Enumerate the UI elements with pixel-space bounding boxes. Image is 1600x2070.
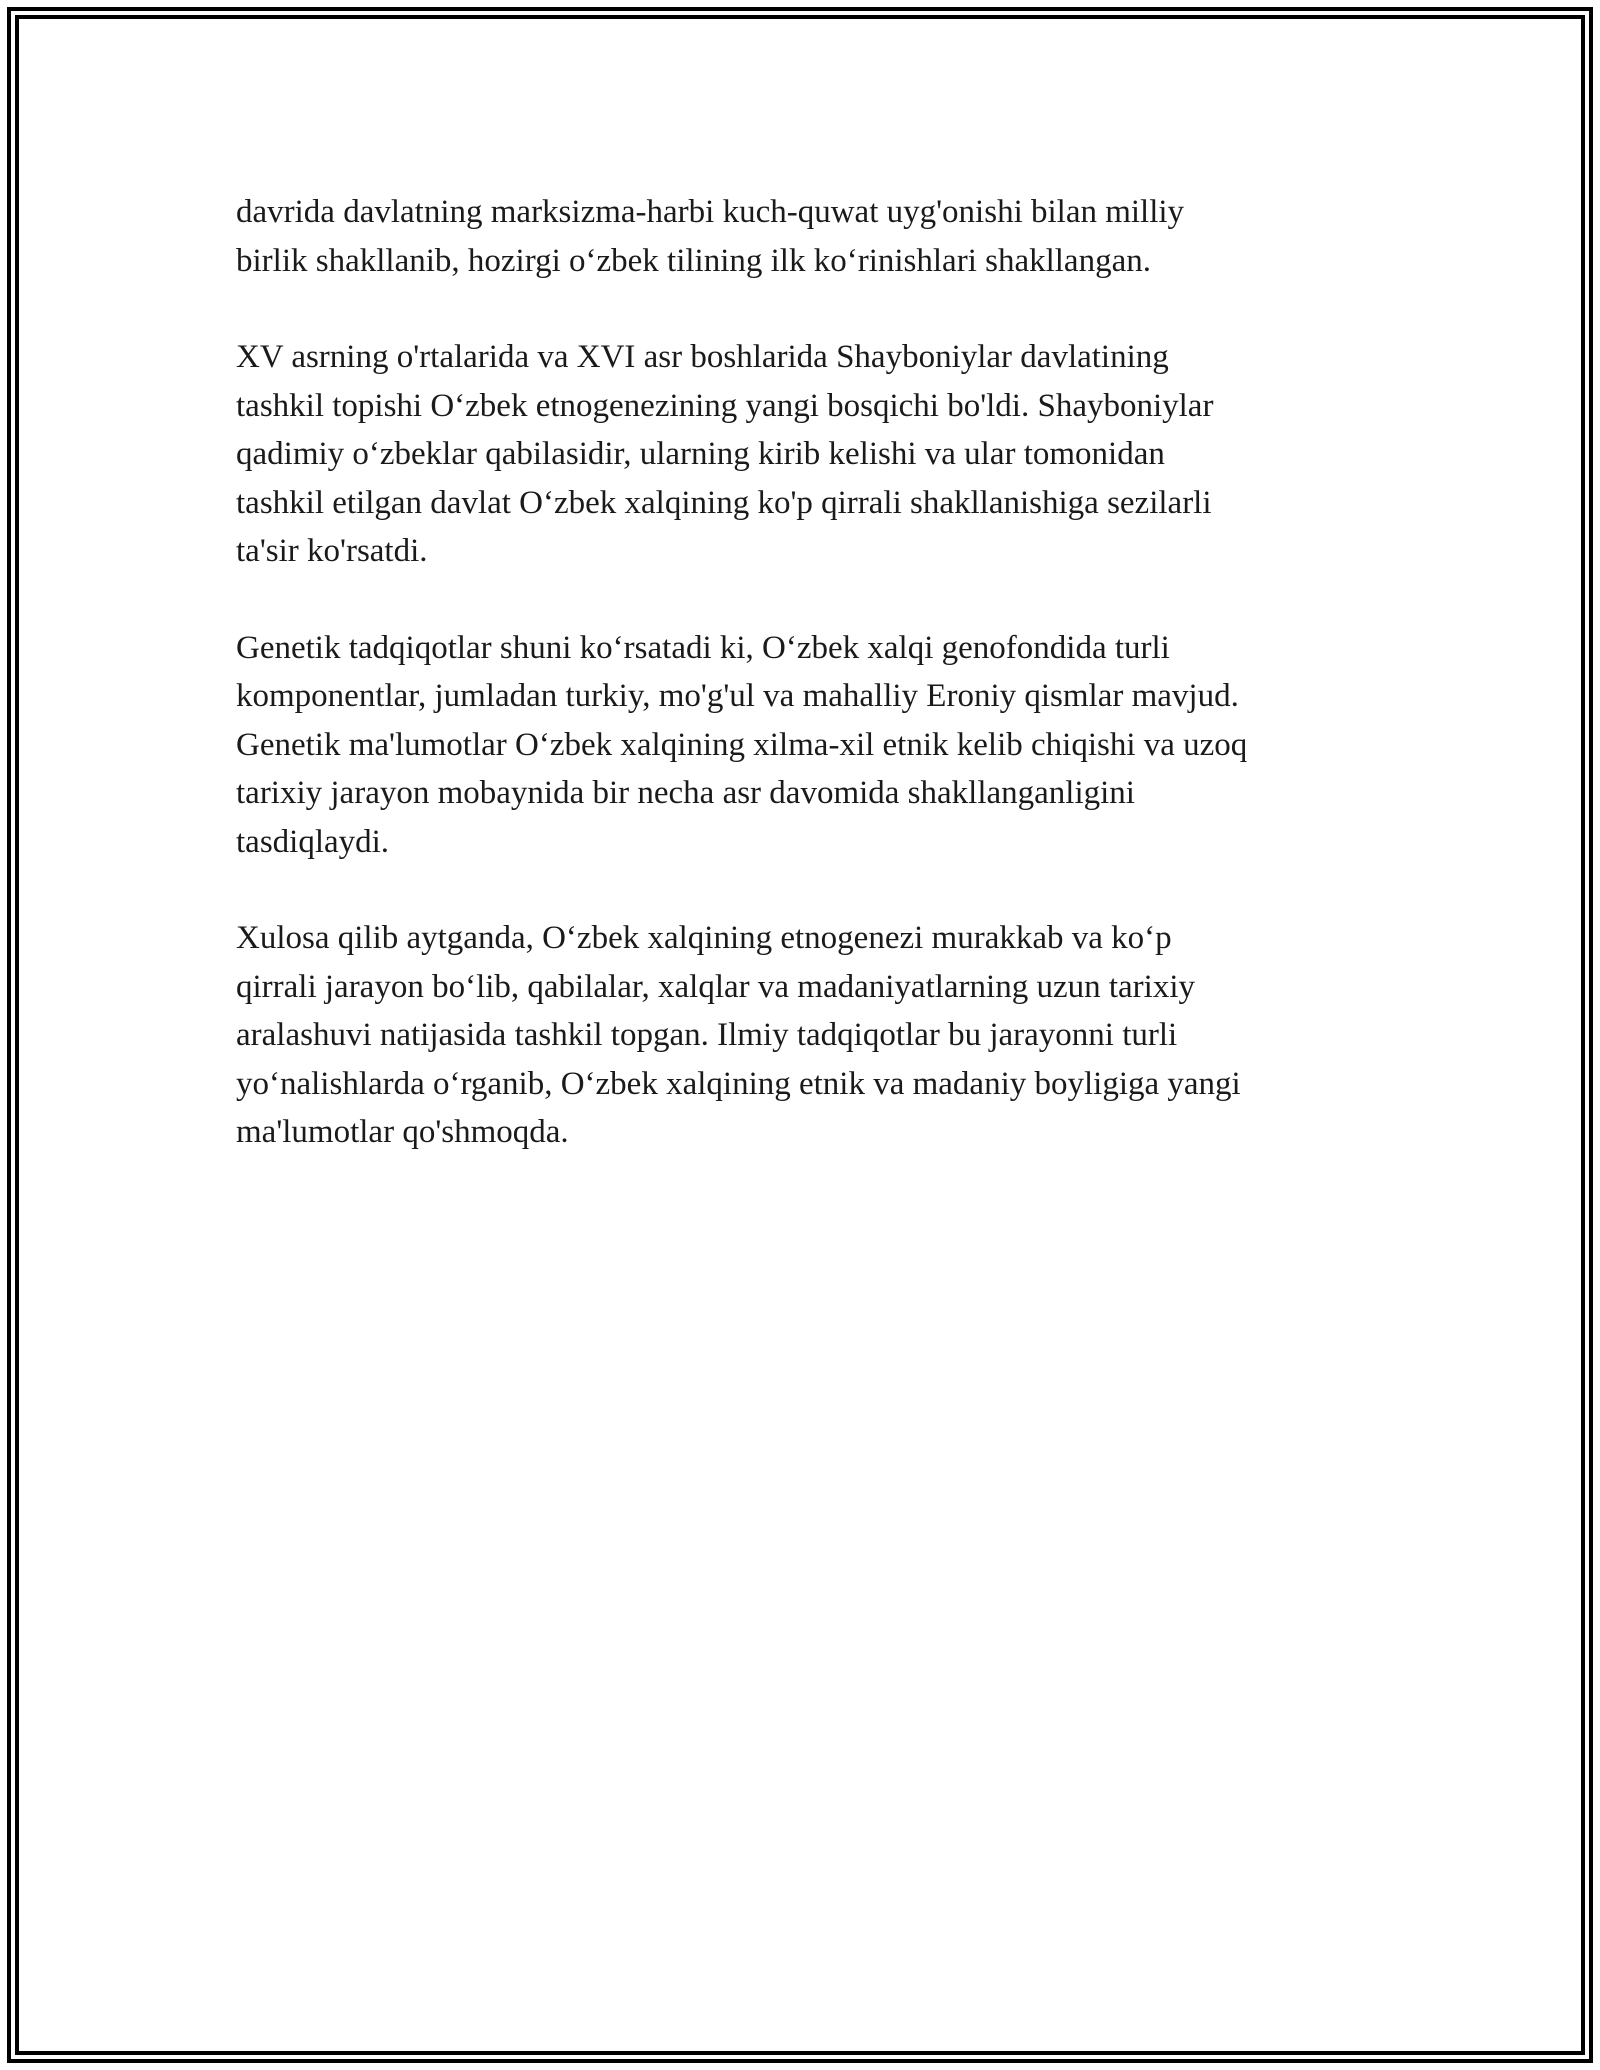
paragraph-1: davrida davlatning marksizma-harbi kuch-quwat uyg'onishi bilan milliy birlik shakllanib, hozirgi o‘zbek tilining ilk ko‘rinishlari shakllangan. — [236, 194, 1185, 279]
document-body — [236, 188, 1386, 1205]
paragraph-4: Xulosa qilib aytganda, O‘zbek xalqining etnogenezi murakkab va ko‘p qirrali jarayon bo‘lib, qabilalar, xalqlar va madaniyatlarning uzun tarixiy aralashuvi natijasida tashkil topgan. Ilmiy tadqiqotlar bu jarayonni turli yo‘nalishlarda o‘rganib, O‘zbek xalqining etnik va madaniy boyligiga yangi ma'lumotlar qo'shmoqda. — [236, 920, 1241, 1150]
paragraph-2: XV asrning o'rtalarida va XVI asr boshlarida Shayboniylar davlatining tashkil topishi O‘zbek etnogenezining yangi bosqichi bo'ldi. Shayboniylar qadimiy o‘zbeklar qabilasidir, ularning kirib kelishi va ular tomonidan tashkil etilgan davlat O‘zbek xalqining ko'p qirrali shakllanishiga sezilarli ta'sir ko'rsatdi. — [236, 339, 1214, 569]
paragraph-3: Genetik tadqiqotlar shuni ko‘rsatadi ki, O‘zbek xalqi genofondida turli komponentlar, jumladan turkiy, mo'g'ul va mahalliy Eroniy qismlar mavjud. Genetik ma'lumotlar O‘zbek xalqining xilma-xil etnik kelib chiqishi va uzoq tarixiy jarayon mobaynida bir necha asr davomida shakllanganligini tasdiqlaydi. — [236, 629, 1248, 860]
